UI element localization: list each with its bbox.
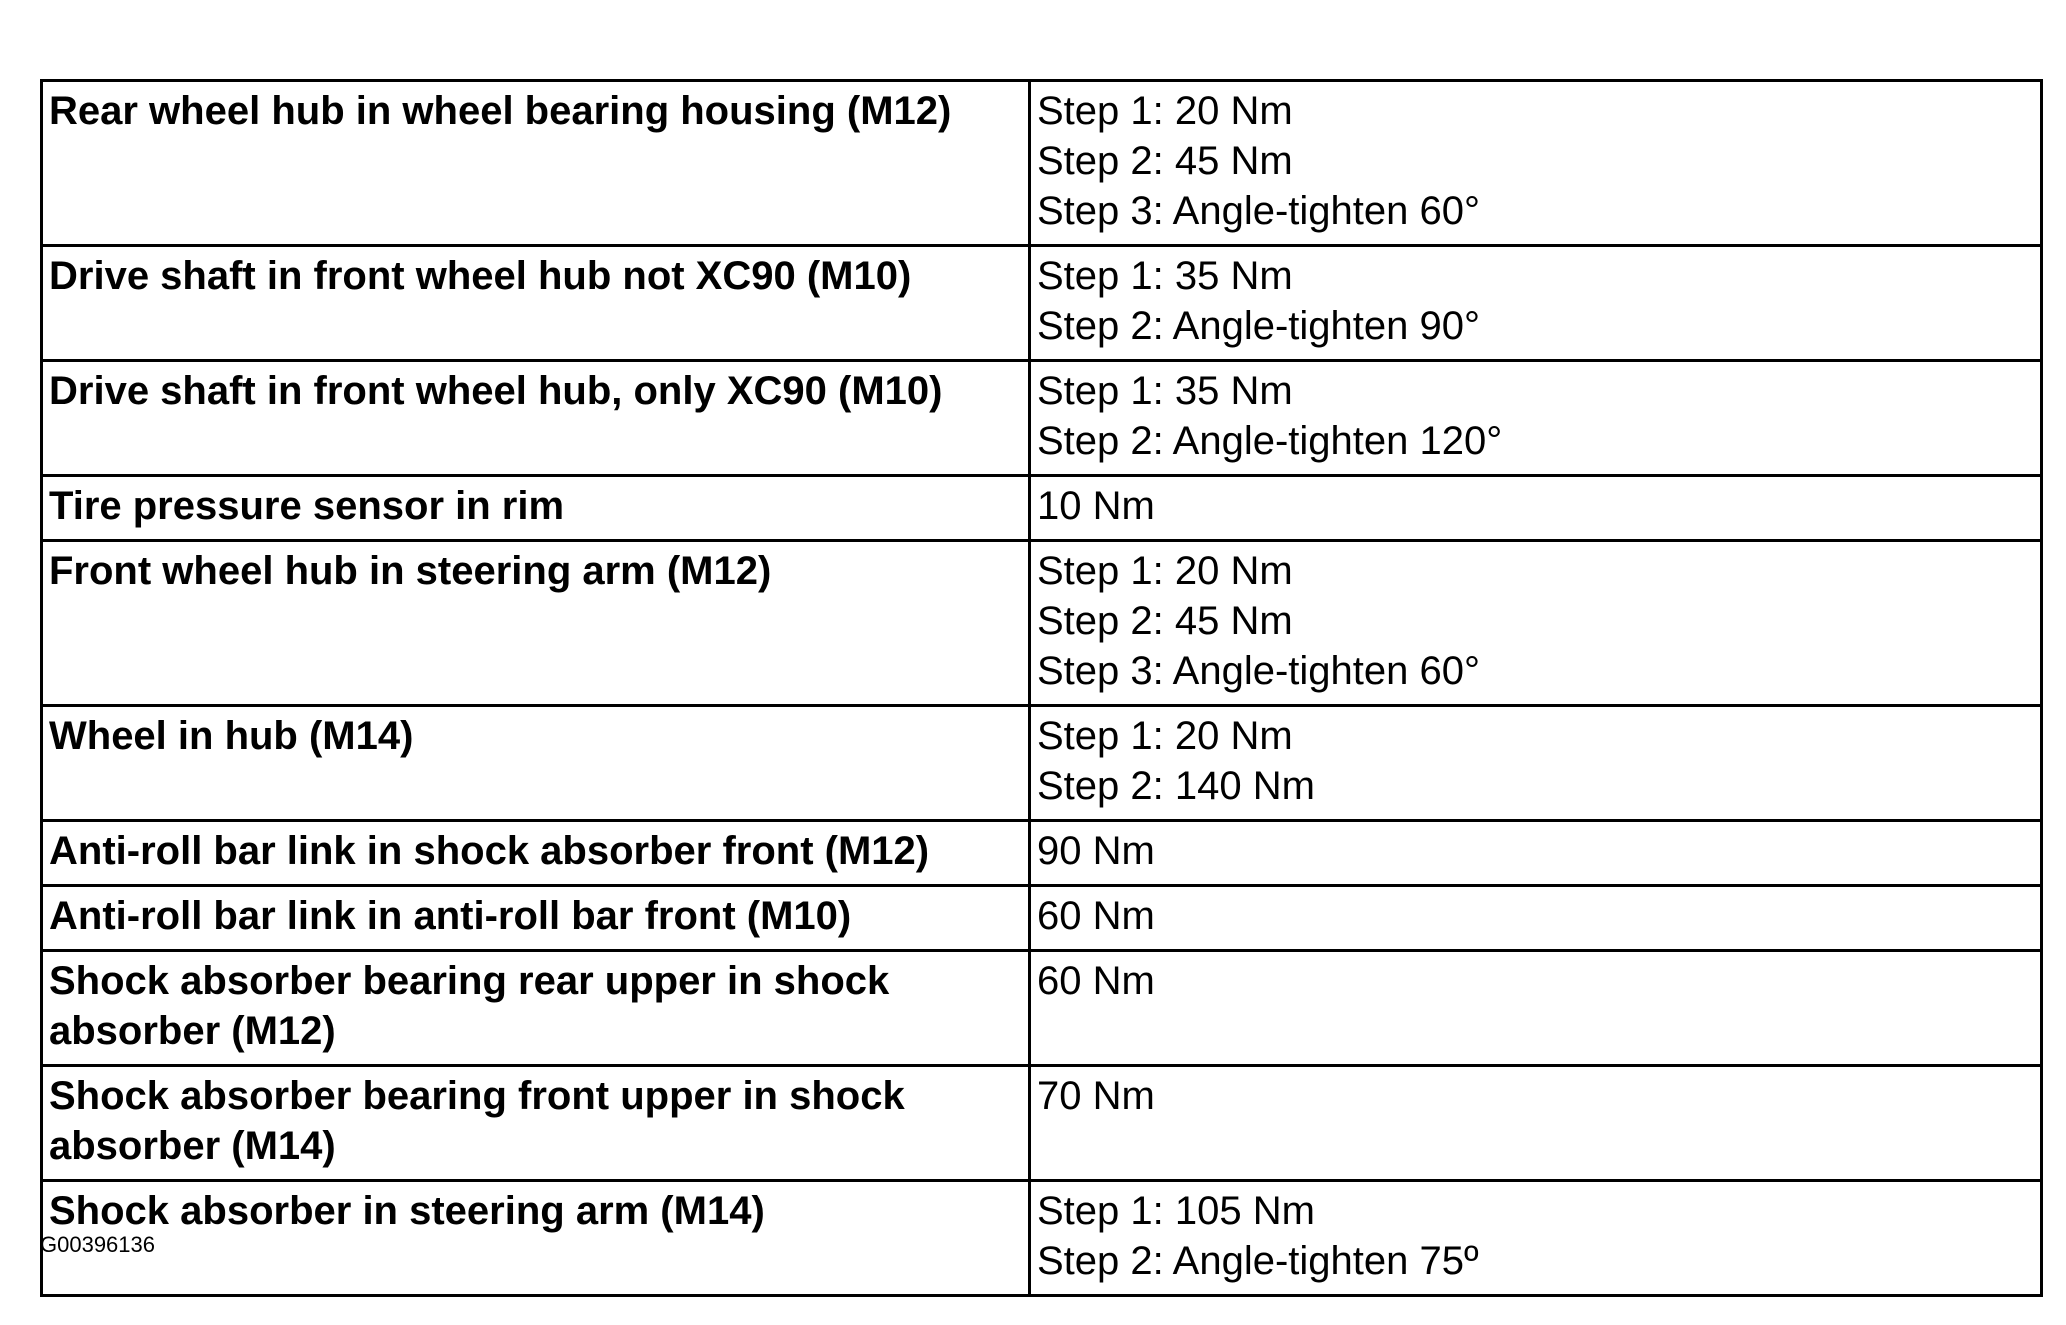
torque-step: Step 2: Angle-tighten 90° xyxy=(1037,304,1480,348)
component-cell: Shock absorber bearing rear upper in shock absorber (M12) xyxy=(42,951,1030,1066)
component-cell: Rear wheel hub in wheel bearing housing (M12) xyxy=(42,81,1030,246)
torque-step: Step 2: Angle-tighten 120° xyxy=(1037,419,1503,463)
table-row xyxy=(42,541,2042,706)
table-row xyxy=(42,886,2042,951)
torque-spec-cell xyxy=(1030,886,2042,951)
torque-step: Step 3: Angle-tighten 60° xyxy=(1037,649,1480,693)
component-cell: Anti-roll bar link in anti-roll bar front (M10) xyxy=(42,886,1030,951)
component-cell: Shock absorber in steering arm (M14) xyxy=(42,1181,1030,1296)
torque-spec-cell xyxy=(1030,81,2042,246)
torque-step: 70 Nm xyxy=(1037,1074,1155,1118)
component-cell: Drive shaft in front wheel hub, only XC90 (M10) xyxy=(42,361,1030,476)
torque-step: 60 Nm xyxy=(1037,959,1155,1003)
torque-step: Step 1: 35 Nm xyxy=(1037,254,1293,298)
table-row xyxy=(42,706,2042,821)
table-row xyxy=(42,1181,2042,1296)
torque-spec-cell xyxy=(1030,361,2042,476)
table-row xyxy=(42,246,2042,361)
torque-spec-cell xyxy=(1030,821,2042,886)
component-cell: Wheel in hub (M14) xyxy=(42,706,1030,821)
torque-step: Step 2: Angle-tighten 75º xyxy=(1037,1239,1479,1283)
torque-step: Step 2: 140 Nm xyxy=(1037,764,1315,808)
table-row xyxy=(42,81,2042,246)
torque-step: 10 Nm xyxy=(1037,484,1155,528)
torque-spec-cell xyxy=(1030,706,2042,821)
torque-spec-cell xyxy=(1030,951,2042,1066)
table-row xyxy=(42,476,2042,541)
torque-step: Step 1: 105 Nm xyxy=(1037,1189,1315,1233)
torque-step: 90 Nm xyxy=(1037,829,1155,873)
component-cell: Drive shaft in front wheel hub not XC90 (M10) xyxy=(42,246,1030,361)
component-cell: Anti-roll bar link in shock absorber front (M12) xyxy=(42,821,1030,886)
torque-table-body xyxy=(42,81,2042,1296)
torque-step: 60 Nm xyxy=(1037,894,1155,938)
component-cell: Front wheel hub in steering arm (M12) xyxy=(42,541,1030,706)
torque-step: Step 1: 20 Nm xyxy=(1037,714,1293,758)
torque-step: Step 3: Angle-tighten 60° xyxy=(1037,189,1480,233)
torque-spec-cell xyxy=(1030,246,2042,361)
table-row xyxy=(42,361,2042,476)
torque-step: Step 1: 20 Nm xyxy=(1037,549,1293,593)
figure-id-label: G00396136 xyxy=(40,1232,155,1257)
torque-spec-cell xyxy=(1030,1066,2042,1181)
component-cell: Tire pressure sensor in rim xyxy=(42,476,1030,541)
torque-spec-cell xyxy=(1030,476,2042,541)
torque-spec-table xyxy=(40,79,2043,1297)
torque-step: Step 2: 45 Nm xyxy=(1037,139,1293,183)
table-row xyxy=(42,821,2042,886)
table-row xyxy=(42,951,2042,1066)
torque-step: Step 1: 20 Nm xyxy=(1037,89,1293,133)
component-cell: Shock absorber bearing front upper in shock absorber (M14) xyxy=(42,1066,1030,1181)
table-row xyxy=(42,1066,2042,1181)
torque-spec-cell xyxy=(1030,541,2042,706)
torque-step: Step 2: 45 Nm xyxy=(1037,599,1293,643)
torque-spec-cell xyxy=(1030,1181,2042,1296)
torque-step: Step 1: 35 Nm xyxy=(1037,369,1293,413)
